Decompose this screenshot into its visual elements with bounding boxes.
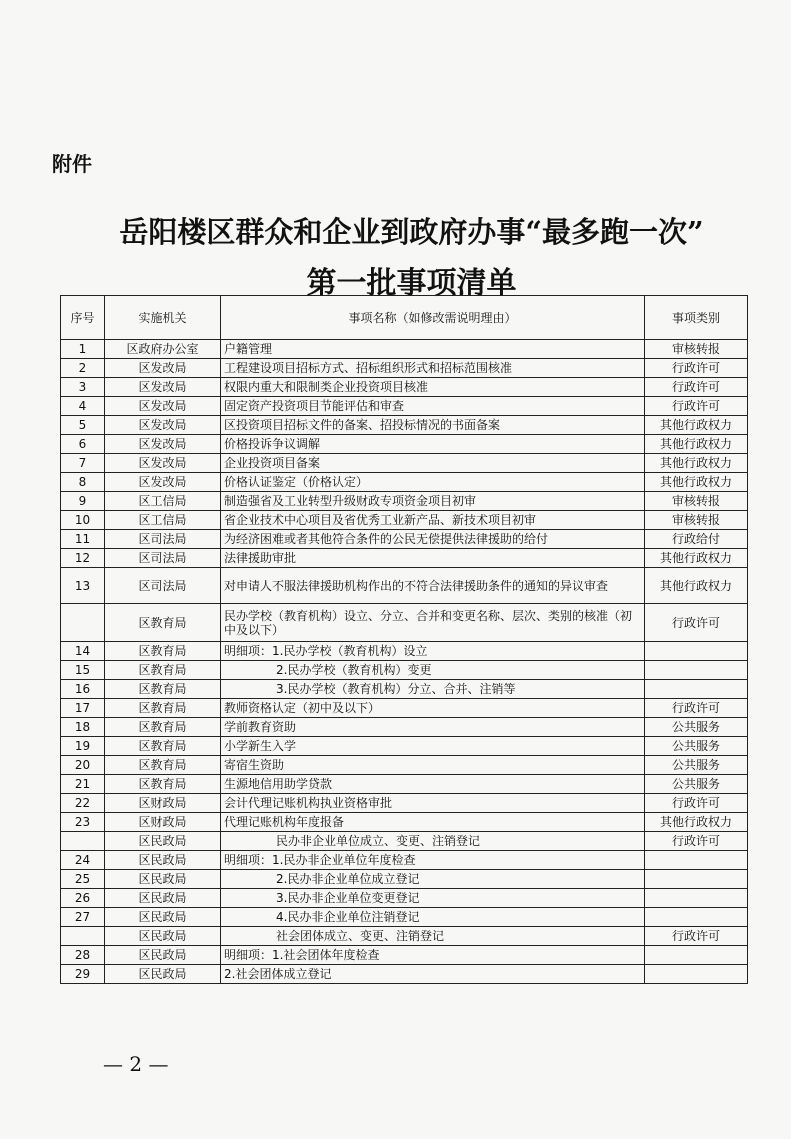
row-category: 行政许可 xyxy=(645,794,748,813)
row-item-name: 民办非企业单位成立、变更、注销登记 xyxy=(221,832,645,851)
row-agency: 区民政局 xyxy=(105,946,221,965)
row-no: 20 xyxy=(61,756,105,775)
row-agency: 区民政局 xyxy=(105,832,221,851)
row-no: 8 xyxy=(61,473,105,492)
row-category xyxy=(645,908,748,927)
table-row xyxy=(61,927,748,946)
row-category: 行政许可 xyxy=(645,832,748,851)
row-agency: 区发改局 xyxy=(105,435,221,454)
row-no: 13 xyxy=(61,568,105,604)
table-row xyxy=(61,718,748,737)
table-row xyxy=(61,378,748,397)
row-item-name: 教师资格认定（初中及以下） xyxy=(221,699,645,718)
page-number: — 2 — xyxy=(103,1052,169,1076)
row-agency: 区司法局 xyxy=(105,530,221,549)
row-item-name: 2.民办学校（教育机构）变更 xyxy=(221,661,645,680)
row-agency: 区民政局 xyxy=(105,870,221,889)
row-category: 其他行政权力 xyxy=(645,454,748,473)
row-category xyxy=(645,642,748,661)
table-row xyxy=(61,492,748,511)
row-no: 21 xyxy=(61,775,105,794)
row-no: 15 xyxy=(61,661,105,680)
row-no: 19 xyxy=(61,737,105,756)
row-agency: 区教育局 xyxy=(105,775,221,794)
row-agency: 区民政局 xyxy=(105,965,221,984)
header-agency: 实施机关 xyxy=(105,296,221,340)
row-item-name: 会计代理记账机构执业资格审批 xyxy=(221,794,645,813)
row-no: 23 xyxy=(61,813,105,832)
row-no: 10 xyxy=(61,511,105,530)
row-item-name: 区投资项目招标文件的备案、招投标情况的书面备案 xyxy=(221,416,645,435)
attachment-label: 附件 xyxy=(52,152,92,176)
row-item-name: 法律援助审批 xyxy=(221,549,645,568)
row-agency: 区民政局 xyxy=(105,927,221,946)
row-agency: 区教育局 xyxy=(105,604,221,642)
row-category xyxy=(645,889,748,908)
row-item-name: 价格投诉争议调解 xyxy=(221,435,645,454)
header-no: 序号 xyxy=(61,296,105,340)
table-row xyxy=(61,473,748,492)
row-no: 1 xyxy=(61,340,105,359)
row-no: 18 xyxy=(61,718,105,737)
table-row xyxy=(61,965,748,984)
table-row xyxy=(61,530,748,549)
row-no: 6 xyxy=(61,435,105,454)
row-category: 行政许可 xyxy=(645,927,748,946)
row-agency: 区发改局 xyxy=(105,378,221,397)
row-agency: 区工信局 xyxy=(105,492,221,511)
row-no: 4 xyxy=(61,397,105,416)
table-row xyxy=(61,511,748,530)
table-header-row xyxy=(61,296,748,340)
row-agency: 区司法局 xyxy=(105,568,221,604)
row-no xyxy=(61,927,105,946)
table-row xyxy=(61,851,748,870)
row-category xyxy=(645,851,748,870)
row-agency: 区民政局 xyxy=(105,851,221,870)
row-no: 17 xyxy=(61,699,105,718)
row-agency: 区教育局 xyxy=(105,680,221,699)
row-category: 公共服务 xyxy=(645,737,748,756)
row-item-name: 明细项：1.社会团体年度检查 xyxy=(221,946,645,965)
row-category: 审核转报 xyxy=(645,340,748,359)
table-row xyxy=(61,340,748,359)
row-agency: 区发改局 xyxy=(105,454,221,473)
row-agency: 区教育局 xyxy=(105,737,221,756)
table-row xyxy=(61,454,748,473)
row-item-name: 3.民办学校（教育机构）分立、合并、注销等 xyxy=(221,680,645,699)
row-item-name: 省企业技术中心项目及省优秀工业新产品、新技术项目初审 xyxy=(221,511,645,530)
table-row xyxy=(61,908,748,927)
row-item-name: 学前教育资助 xyxy=(221,718,645,737)
row-category xyxy=(645,680,748,699)
row-item-name: 2.社会团体成立登记 xyxy=(221,965,645,984)
table-row xyxy=(61,699,748,718)
table-row xyxy=(61,889,748,908)
row-no xyxy=(61,832,105,851)
row-agency: 区教育局 xyxy=(105,642,221,661)
row-category: 其他行政权力 xyxy=(645,435,748,454)
row-category xyxy=(645,965,748,984)
row-agency: 区发改局 xyxy=(105,473,221,492)
table-row xyxy=(61,435,748,454)
row-category: 行政许可 xyxy=(645,699,748,718)
row-category xyxy=(645,870,748,889)
table-row xyxy=(61,359,748,378)
table-row xyxy=(61,642,748,661)
row-agency: 区民政局 xyxy=(105,889,221,908)
table-row xyxy=(61,661,748,680)
row-item-name: 明细项：1.民办非企业单位年度检查 xyxy=(221,851,645,870)
row-item-name: 对申请人不服法律援助机构作出的不符合法律援助条件的通知的异议审查 xyxy=(221,568,645,604)
table-row xyxy=(61,946,748,965)
row-item-name: 固定资产投资项目节能评估和审查 xyxy=(221,397,645,416)
table-row xyxy=(61,870,748,889)
row-agency: 区发改局 xyxy=(105,397,221,416)
table-row xyxy=(61,775,748,794)
row-item-name: 为经济困难或者其他符合条件的公民无偿提供法律援助的给付 xyxy=(221,530,645,549)
row-category: 其他行政权力 xyxy=(645,416,748,435)
table-row xyxy=(61,604,748,642)
table-body xyxy=(61,340,748,984)
row-category xyxy=(645,946,748,965)
row-category: 公共服务 xyxy=(645,756,748,775)
row-category: 审核转报 xyxy=(645,492,748,511)
row-no: 11 xyxy=(61,530,105,549)
row-no: 16 xyxy=(61,680,105,699)
row-no: 24 xyxy=(61,851,105,870)
header-name: 事项名称（如修改需说明理由） xyxy=(221,296,645,340)
row-item-name: 制造强省及工业转型升级财政专项资金项目初审 xyxy=(221,492,645,511)
row-category: 其他行政权力 xyxy=(645,568,748,604)
row-agency: 区民政局 xyxy=(105,908,221,927)
row-no xyxy=(61,604,105,642)
row-category: 行政许可 xyxy=(645,604,748,642)
row-agency: 区教育局 xyxy=(105,661,221,680)
row-category: 行政给付 xyxy=(645,530,748,549)
row-item-name: 小学新生入学 xyxy=(221,737,645,756)
row-item-name: 2.民办非企业单位成立登记 xyxy=(221,870,645,889)
row-item-name: 民办学校（教育机构）设立、分立、合并和变更名称、层次、类别的核准（初中及以下） xyxy=(221,604,645,642)
row-category: 其他行政权力 xyxy=(645,473,748,492)
row-no: 22 xyxy=(61,794,105,813)
row-item-name: 工程建设项目招标方式、招标组织形式和招标范围核准 xyxy=(221,359,645,378)
row-agency: 区工信局 xyxy=(105,511,221,530)
document-title-line2: 第一批事项清单 xyxy=(306,266,517,301)
row-item-name: 寄宿生资助 xyxy=(221,756,645,775)
row-agency: 区财政局 xyxy=(105,813,221,832)
row-category: 公共服务 xyxy=(645,718,748,737)
row-agency: 区教育局 xyxy=(105,699,221,718)
row-no: 27 xyxy=(61,908,105,927)
row-agency: 区政府办公室 xyxy=(105,340,221,359)
document-title-line1: 岳阳楼区群众和企业到政府办事“最多跑一次” xyxy=(119,215,704,249)
row-agency: 区财政局 xyxy=(105,794,221,813)
row-item-name: 明细项：1.民办学校（教育机构）设立 xyxy=(221,642,645,661)
row-agency: 区司法局 xyxy=(105,549,221,568)
row-category: 公共服务 xyxy=(645,775,748,794)
row-category: 行政许可 xyxy=(645,397,748,416)
row-no: 12 xyxy=(61,549,105,568)
row-item-name: 代理记账机构年度报备 xyxy=(221,813,645,832)
row-category: 行政许可 xyxy=(645,359,748,378)
row-no: 7 xyxy=(61,454,105,473)
row-agency: 区发改局 xyxy=(105,359,221,378)
row-category: 其他行政权力 xyxy=(645,813,748,832)
table-row xyxy=(61,737,748,756)
row-no: 9 xyxy=(61,492,105,511)
row-no: 3 xyxy=(61,378,105,397)
row-item-name: 3.民办非企业单位变更登记 xyxy=(221,889,645,908)
row-category: 其他行政权力 xyxy=(645,549,748,568)
row-item-name: 权限内重大和限制类企业投资项目核准 xyxy=(221,378,645,397)
row-no: 29 xyxy=(61,965,105,984)
row-no: 2 xyxy=(61,359,105,378)
row-item-name: 企业投资项目备案 xyxy=(221,454,645,473)
row-category: 审核转报 xyxy=(645,511,748,530)
table-row xyxy=(61,680,748,699)
row-agency: 区教育局 xyxy=(105,718,221,737)
table-row xyxy=(61,397,748,416)
row-category xyxy=(645,661,748,680)
table-row xyxy=(61,794,748,813)
row-no: 25 xyxy=(61,870,105,889)
row-no: 26 xyxy=(61,889,105,908)
row-no: 28 xyxy=(61,946,105,965)
row-no: 5 xyxy=(61,416,105,435)
row-item-name: 户籍管理 xyxy=(221,340,645,359)
table-row xyxy=(61,832,748,851)
header-category: 事项类别 xyxy=(645,296,748,340)
table-row xyxy=(61,756,748,775)
row-item-name: 4.民办非企业单位注销登记 xyxy=(221,908,645,927)
table-row xyxy=(61,568,748,604)
row-item-name: 生源地信用助学贷款 xyxy=(221,775,645,794)
row-agency: 区教育局 xyxy=(105,756,221,775)
items-table xyxy=(60,295,748,984)
table-row xyxy=(61,813,748,832)
row-item-name: 价格认证鉴定（价格认定） xyxy=(221,473,645,492)
row-item-name: 社会团体成立、变更、注销登记 xyxy=(221,927,645,946)
table-row xyxy=(61,416,748,435)
row-category: 行政许可 xyxy=(645,378,748,397)
row-no: 14 xyxy=(61,642,105,661)
row-agency: 区发改局 xyxy=(105,416,221,435)
table-row xyxy=(61,549,748,568)
